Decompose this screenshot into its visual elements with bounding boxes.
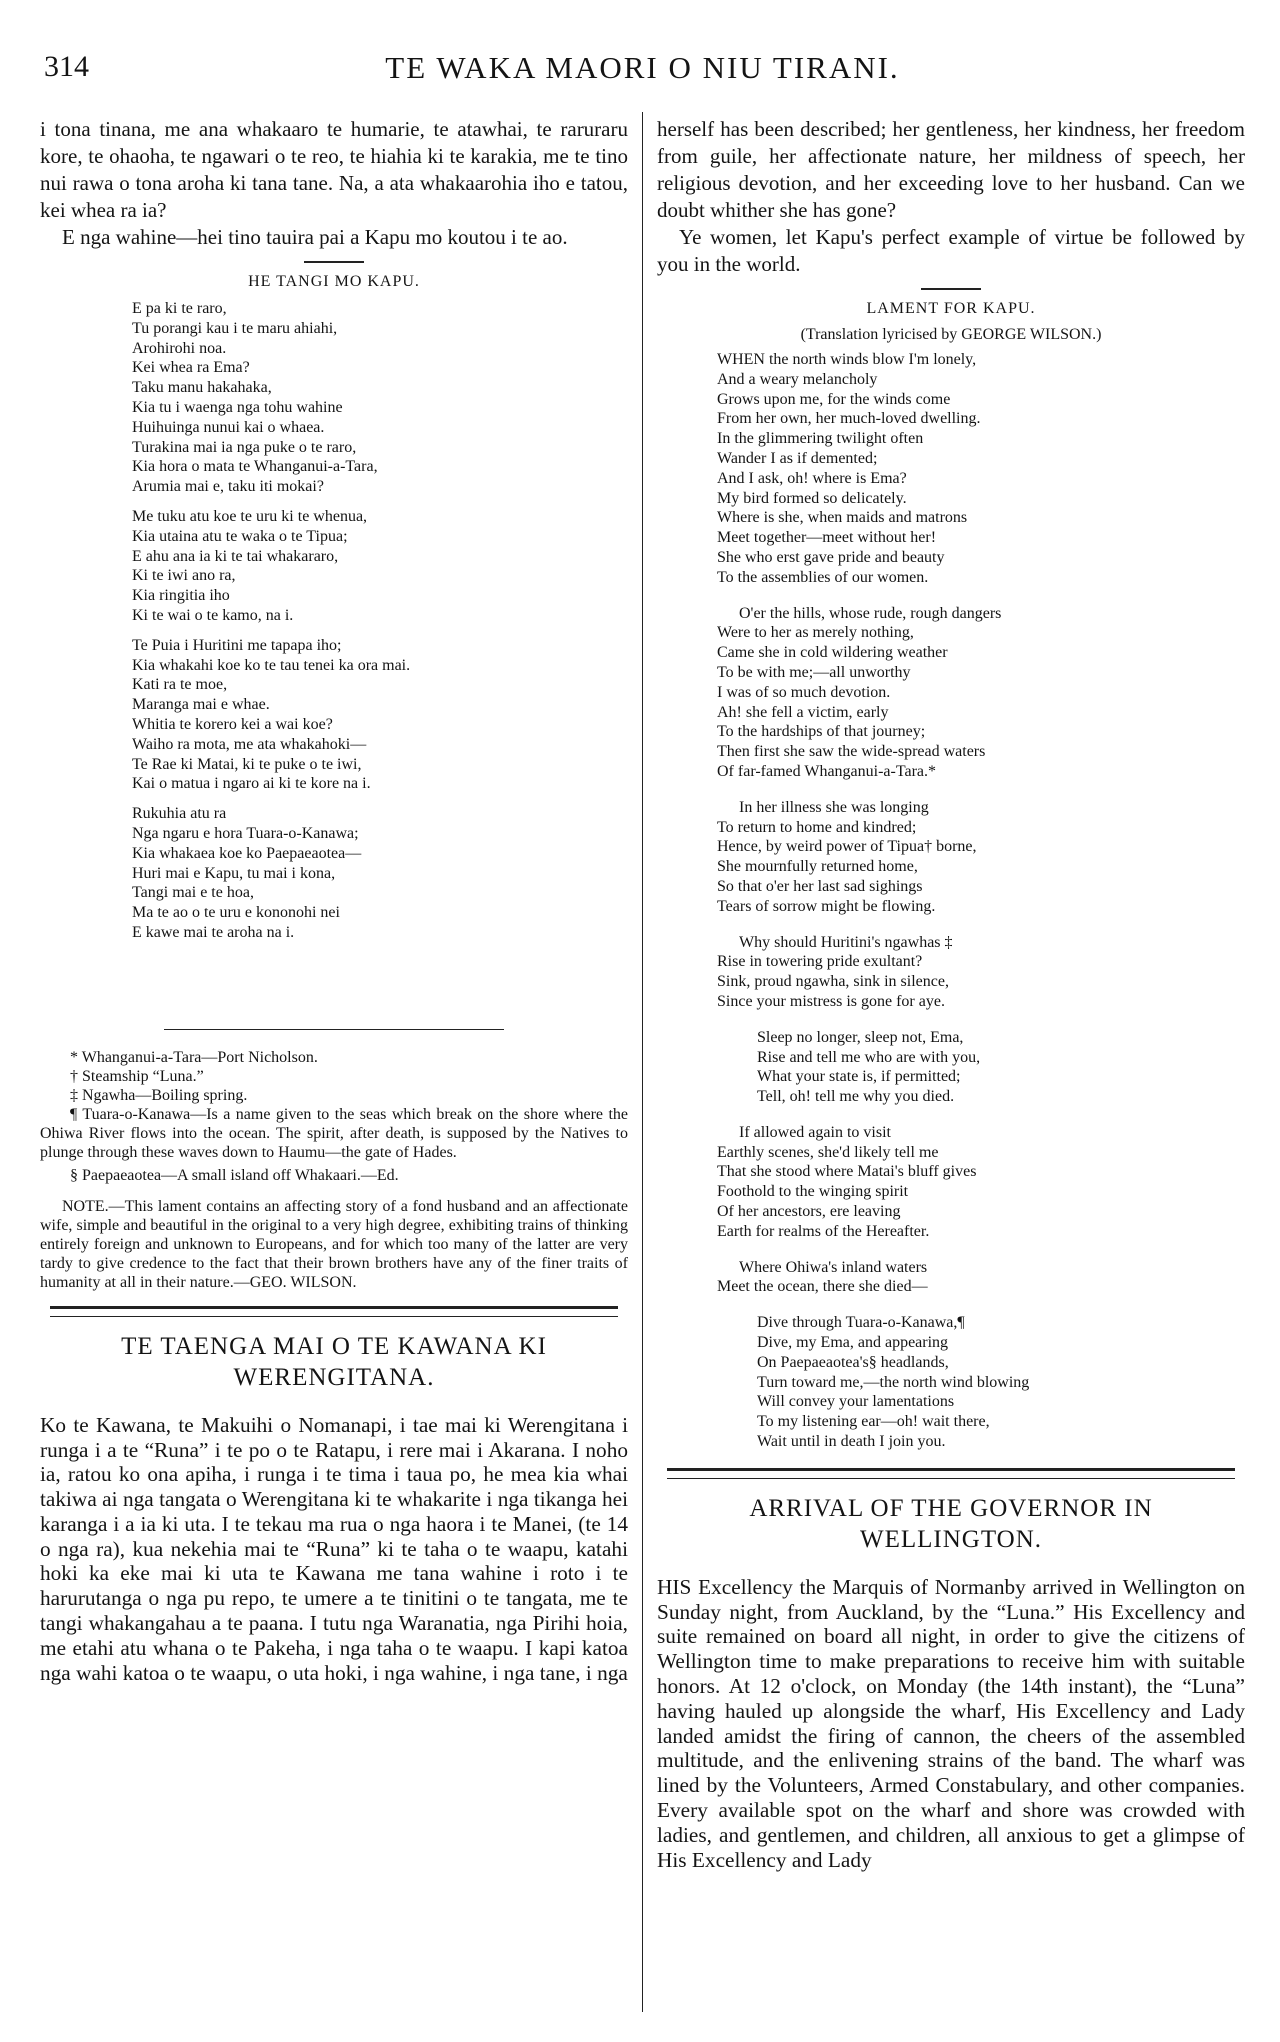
verse-line: Tangi mai e te hoa,: [132, 884, 254, 902]
intro-paragraph: herself has been described; her gentleness, her kindness, her freedom from guile, her affectionate nature, her mildness of speech, her religious devotion, and her exceeding love to her husband. Can we doubt whither she has gone?: [657, 117, 1245, 222]
verse-line: Earth for realms of the Hereafter.: [717, 1222, 930, 1240]
verse-line: What your state is, if permitted;: [757, 1068, 961, 1086]
verse-line: Why should Huritini's ngawhas ‡: [739, 933, 953, 951]
article-body: Ko te Kawana, te Makuihi o Nomanapi, i tae mai ki Werengitana i runga i a te “Runa” i te po o te Ratapu, i rere mai i Akarana. I noho ia, ratou ko ona apiha, i runga i te tima i taua po, he mea kia whai takiwa ai nga tangata o Werengitana ki te whakarite i nga tikanga hei karanga i a ia ki uta. I te tekau ma rua o nga haora i te Manei, (te 14 o nga ra), kua nekehia mai te “Runa” ki te taha o te waapu, katahi hoki ka eke mai ki uta te Kawana me tana wahine i roto i te harurutanga o nga pu repo, te umere a te tinitini o te tangata, me te tangi whakangahau a te paana. I tutu nga Waranatia, nga Pirihi hoia, me etahi atu whana o te Pakeha, i nga taha o te waapu. I kapi katoa nga wahi katoa o te waapu, o uta hoki, i nga wahine, i nga tane, i nga: [40, 1412, 628, 1685]
verse-line: Kati ra te moe,: [132, 676, 228, 694]
stanza: [132, 636, 628, 794]
verse-line: That she stood where Matai's bluff gives: [717, 1163, 977, 1181]
stanza: [717, 933, 1245, 1012]
page-number: 314: [44, 50, 89, 83]
verse-line: WHEN the north winds blow I'm lonely,: [717, 351, 977, 368]
footnote: ‡ Ngawha—Boiling spring.: [70, 1086, 248, 1104]
section-rule: [667, 1468, 1235, 1479]
verse-line: E pa ki te raro,: [132, 300, 227, 317]
divider: [921, 288, 981, 290]
footnote: † Steamship “Luna.”: [70, 1067, 204, 1085]
footnote-rule: [164, 1029, 504, 1030]
verse-line: Whitia te korero kei a wai koe?: [132, 715, 333, 733]
section-title: TE TAENGA MAI O TE KAWANA KI WERENGITANA.: [121, 1332, 547, 1391]
verse-line: To the assemblies of our women.: [717, 568, 929, 586]
running-head: TE WAKA MAORI O NIU TIRANI.: [385, 50, 900, 85]
stanza: [132, 804, 628, 943]
stanza: [132, 507, 628, 626]
verse-line: Rise and tell me who are with you,: [757, 1048, 981, 1066]
verse-line: In her illness she was longing: [739, 798, 929, 816]
stanza: [717, 1123, 1245, 1242]
intro-paragraph: i tona tinana, me ana whakaaro te humarie, te atawhai, te raruraru kore, te ohaoha, te ngawari o te reo, te hiahia ki te karakia, me te tino nui rawa o tona aroha ki tana tane. Na, a ata whakaarohia iho e tatou, kei whea ra ia?: [40, 117, 628, 222]
section-title: ARRIVAL OF THE GOVERNOR IN WELLINGTON.: [749, 1494, 1153, 1553]
verse-line: In the glimmering twilight often: [717, 430, 924, 448]
verse-line: Kia hora o mata te Whanganui-a-Tara,: [132, 458, 378, 476]
verse-line: Where Ohiwa's inland waters: [739, 1258, 928, 1276]
verse-line: Kia utaina atu te waka o te Tipua;: [132, 527, 348, 545]
verse-line: And I ask, oh! where is Ema?: [717, 469, 907, 487]
verse-line: Ah! she fell a victim, early: [717, 703, 889, 721]
intro-paragraph: Ye women, let Kapu's perfect example of virtue be followed by you in the world.: [657, 225, 1245, 276]
verse-line: Wander I as if demented;: [717, 449, 878, 467]
footnote: * Whanganui-a-Tara—Port Nicholson.: [70, 1048, 318, 1066]
stanza: [717, 604, 1245, 782]
divider: [304, 261, 364, 263]
verse-line: To return to home and kindred;: [717, 818, 917, 836]
verse-line: Taku manu hakahaka,: [132, 379, 272, 397]
verse-line: Meet together—meet without her!: [717, 529, 937, 547]
verse-line: Sink, proud ngawha, sink in silence,: [717, 973, 949, 991]
verse-line: O'er the hills, whose rude, rough dangers: [739, 604, 1002, 622]
verse-line: To be with me;—all unworthy: [717, 663, 911, 681]
verse-line: Rukuhia atu ra: [132, 805, 227, 823]
verse-line: Huihuinga nunui kai o whaea.: [132, 418, 325, 436]
verse-line: Ma te ao o te uru e kononohi nei: [132, 904, 340, 922]
verse-line: Sleep no longer, sleep not, Ema,: [757, 1028, 964, 1046]
verse-line: Where is she, when maids and matrons: [717, 509, 968, 527]
verse-line: Of far-famed Whanganui-a-Tara.*: [717, 762, 937, 780]
footnote: ¶ Tuara-o-Kanawa—Is a name given to the seas which break on the shore where the Ohiwa River flows into the ocean. The spirit, after death, is supposed by the Natives to plunge through these waves down to Haumu—the gate of Hades.: [40, 1105, 628, 1161]
verse-line: Arumia mai e, taku iti mokai?: [132, 478, 324, 496]
verse-line: Were to her as merely nothing,: [717, 624, 914, 642]
verse-line: And a weary melancholy: [717, 370, 878, 388]
verse-line: E kawe mai te aroha na i.: [132, 923, 295, 941]
stanza: [757, 1028, 1245, 1107]
verse-line: Earthly scenes, she'd likely tell me: [717, 1143, 939, 1161]
column-divider: [642, 112, 643, 2012]
section-rule: [50, 1306, 618, 1317]
verse-line: Kia tu i waenga nga tohu wahine: [132, 398, 343, 416]
footnote: § Paepaeaotea—A small island off Whakaari.—Ed.: [70, 1166, 399, 1184]
stanza: [717, 1258, 1245, 1298]
verse-line: My bird formed so delicately.: [717, 489, 907, 507]
page-header: [40, 44, 1245, 106]
verse-line: Tu porangi kau i te maru ahiahi,: [132, 319, 338, 337]
newspaper-page: [40, 44, 1245, 2014]
verse-line: Kia ringitia iho: [132, 587, 230, 605]
stanza: [132, 299, 628, 497]
verse-line: So that o'er her last sad sighings: [717, 877, 923, 895]
poem-title: LAMENT FOR KAPU.: [866, 300, 1036, 317]
translation-credit: (Translation lyricised by GEORGE WILSON.): [800, 326, 1102, 343]
verse-line: Kei whea ra Ema?: [132, 359, 250, 377]
article-body: HIS Excellency the Marquis of Normanby arrived in Wellington on Sunday night, from Auckland, by the “Luna.” His Excellency and suite remained on board all night, in order to give the citizens of Wellington time to make preparations to receive him with suitable honors. At 12 o'clock, on Monday (the 14th instant), the “Luna” having hauled up alongside the wharf, His Excellency and Lady landed amidst the firing of cannon, the cheers of the assembled multitude, and the enlivening strains of the band. The wharf was lined by the Volunteers, Armed Constabulary, and other companies. Every available spot on the wharf and shore was crowded with ladies, and gentlemen, and children, all anxious to get a glimpse of His Excellency and Lady: [657, 1574, 1245, 1872]
verse-line: On Paepaeaotea's§ headlands,: [757, 1353, 949, 1371]
left-column: [40, 116, 628, 1685]
verse-line: Of her ancestors, ere leaving: [717, 1203, 901, 1221]
verse-line: Nga ngaru e hora Tuara-o-Kanawa;: [132, 824, 359, 842]
verse-line: Tears of sorrow might be flowing.: [717, 897, 936, 915]
verse-line: If allowed again to visit: [739, 1123, 891, 1141]
verse-line: Rise in towering pride exultant?: [717, 953, 923, 971]
verse-line: Then first she saw the wide-spread waters: [717, 743, 986, 761]
verse-line: She mournfully returned home,: [717, 858, 918, 876]
verse-line: Dive, my Ema, and appearing: [757, 1334, 949, 1352]
verse-line: Huri mai e Kapu, tu mai i kona,: [132, 864, 336, 882]
verse-line: Turakina mai ia nga puke o te raro,: [132, 438, 357, 456]
verse-line: Maranga mai e whae.: [132, 696, 270, 714]
verse-line: Kia whakahi koe ko te tau tenei ka ora mai.: [132, 656, 411, 674]
intro-paragraph: E nga wahine—hei tino tauira pai a Kapu mo koutou i te ao.: [62, 225, 568, 249]
verse-line: Waiho ra mota, me ata whakahoki—: [132, 735, 367, 753]
verse-line: Te Puia i Huritini me tapapa iho;: [132, 636, 342, 654]
verse-line: Ki te wai o te kamo, na i.: [132, 606, 294, 624]
verse-line: Grows upon me, for the winds come: [717, 390, 951, 408]
verse-line: Meet the ocean, there she died—: [717, 1278, 928, 1296]
verse-line: From her own, her much-loved dwelling.: [717, 410, 981, 428]
stanza: [717, 350, 1245, 588]
verse-line: Dive through Tuara-o-Kanawa,¶: [757, 1314, 965, 1332]
verse-line: Te Rae ki Matai, ki te puke o te iwi,: [132, 755, 362, 773]
stanza: [757, 1313, 1245, 1452]
verse-line: Came she in cold wildering weather: [717, 644, 948, 662]
verse-line: Foothold to the winging spirit: [717, 1183, 909, 1201]
verse-line: I was of so much devotion.: [717, 683, 891, 701]
verse-line: Wait until in death I join you.: [757, 1433, 946, 1451]
stanza: [717, 798, 1245, 917]
verse-line: Will convey your lamentations: [757, 1393, 955, 1411]
verse-line: Ki te iwi ano ra,: [132, 567, 236, 585]
verse-line: Tell, oh! tell me why you died.: [757, 1088, 955, 1106]
verse-line: To my listening ear—oh! wait there,: [757, 1413, 990, 1431]
verse-line: Since your mistress is gone for aye.: [717, 992, 945, 1010]
verse-line: Kia whakaea koe ko Paepaeaotea—: [132, 844, 362, 862]
poem-title: HE TANGI MO KAPU.: [248, 273, 420, 290]
verse-line: Hence, by weird power of Tipua† borne,: [717, 838, 977, 856]
verse-line: Turn toward me,—the north wind blowing: [757, 1373, 1030, 1391]
right-column: [657, 116, 1245, 1872]
verse-line: Arohirohi noa.: [132, 339, 227, 357]
verse-line: To the hardships of that journey;: [717, 723, 926, 741]
verse-line: Me tuku atu koe te uru ki te whenua,: [132, 507, 368, 525]
verse-line: E ahu ana ia ki te tai whakararo,: [132, 547, 339, 565]
translator-note: NOTE.—This lament contains an affecting story of a fond husband and an affectionate wife, simple and beautiful in the original to a very high degree, exhibiting trains of thinking entirely foreign and unknown to Europeans, and for which too many of the latter are very tardy to give credence to the fact that their brown brothers have any of the finer traits of humanity at all in their nature.—GEO. WILSON.: [40, 1197, 628, 1291]
verse-line: She who erst gave pride and beauty: [717, 548, 945, 566]
verse-line: Kai o matua i ngaro ai ki te kore na i.: [132, 775, 371, 793]
